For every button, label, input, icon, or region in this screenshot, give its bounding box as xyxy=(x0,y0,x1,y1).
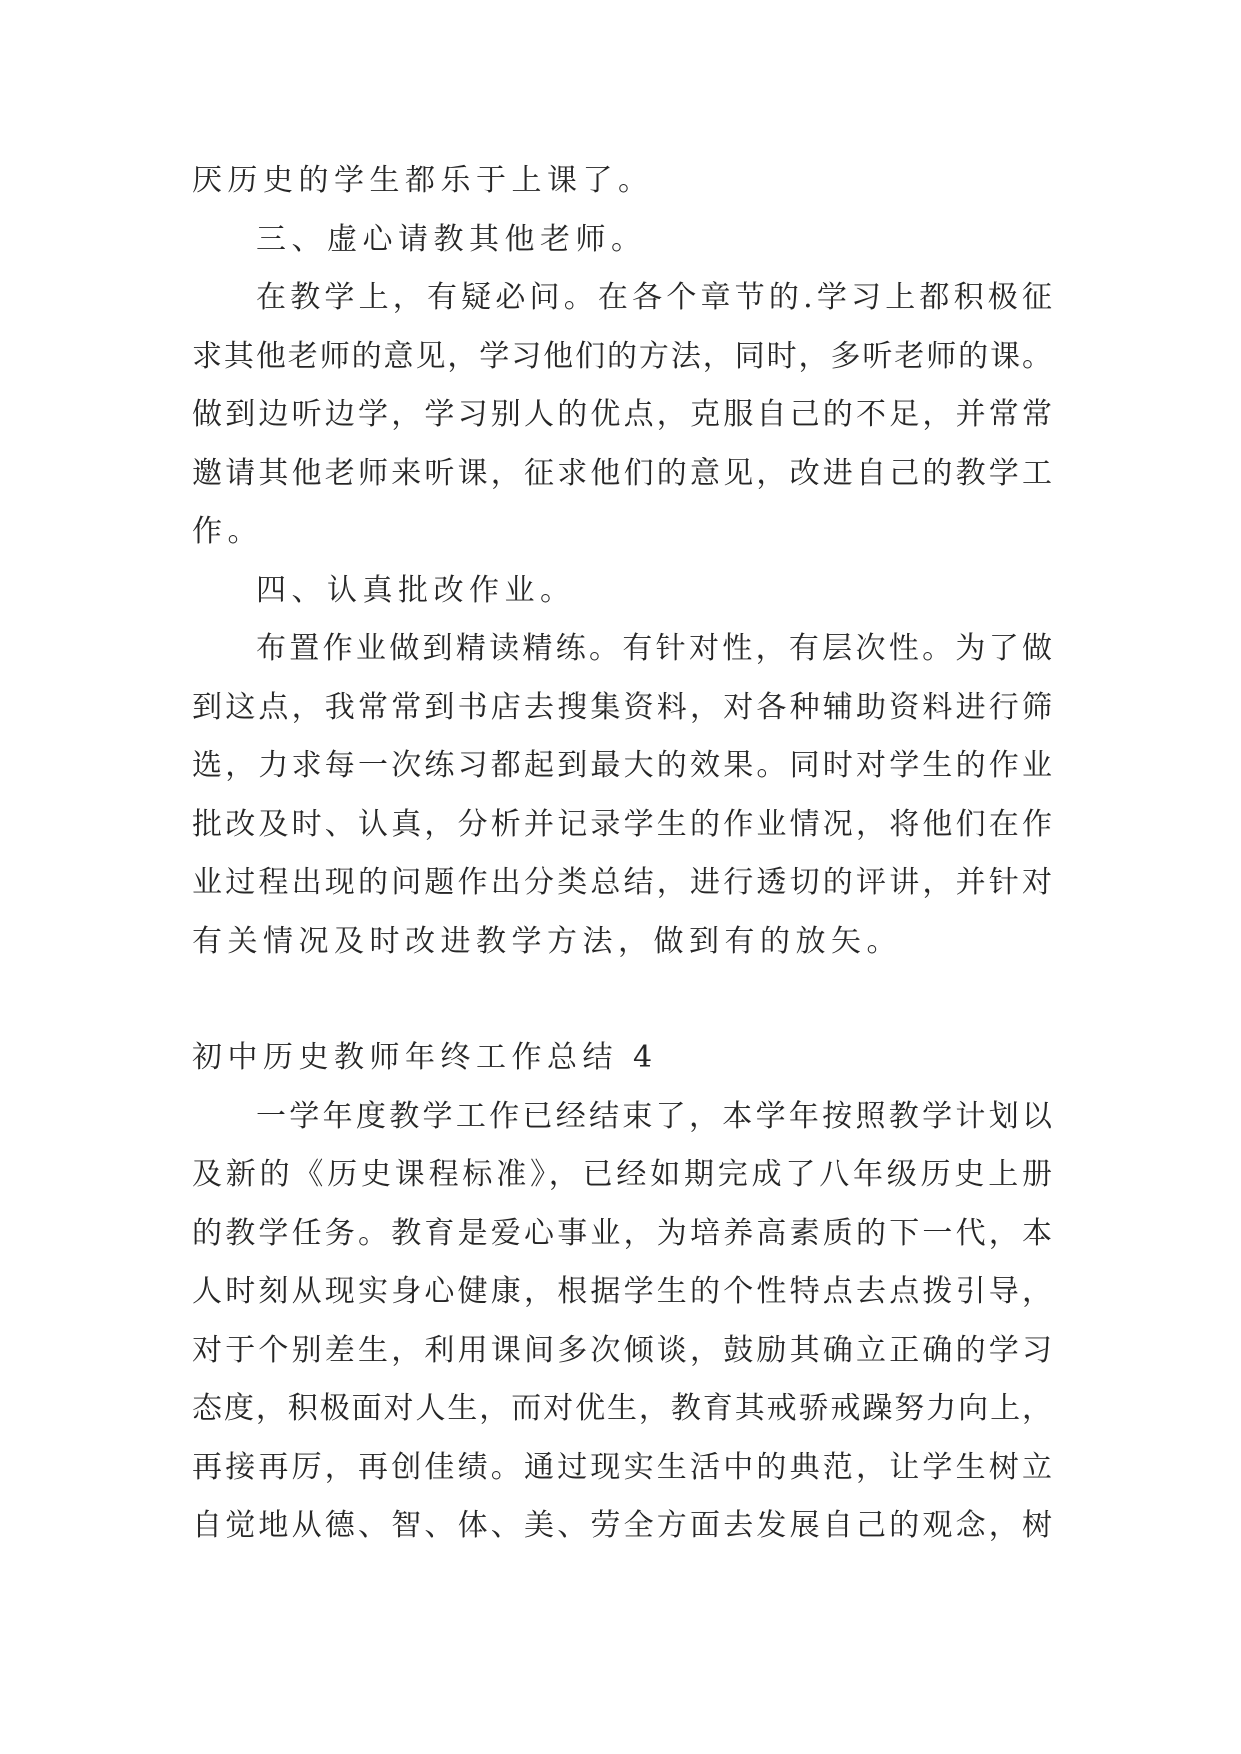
section-spacer xyxy=(192,971,1052,1029)
section-heading: 三、虚心请教其他老师。 xyxy=(256,221,647,257)
paragraph-line: 的教学任务。教育是爱心事业，为培养高素质的下一代，本 xyxy=(192,1215,1052,1251)
article-title: 初中历史教师年终工作总结 4 xyxy=(192,1040,658,1075)
paragraph-line: 业过程出现的问题作出分类总结，进行透切的评讲，并针对 xyxy=(192,865,1052,900)
paragraph-line: 有关情况及时改进教学方法，做到有的放矢。 xyxy=(192,923,902,959)
paragraph-line: 选，力求每一次练习都起到最大的效果。同时对学生的作业 xyxy=(192,748,1052,783)
paragraph-line: 及新的《历史课程标准》，已经如期完成了八年级历史上册 xyxy=(192,1157,1052,1192)
document-body xyxy=(192,152,1052,1556)
paragraph-line: 布置作业做到精读精练。有针对性，有层次性。为了做 xyxy=(256,631,1052,666)
paragraph-line: 到这点，我常常到书店去搜集资料，对各种辅助资料进行筛 xyxy=(192,689,1052,725)
section-heading: 四、认真批改作业。 xyxy=(256,572,576,608)
paragraph-line: 做到边听边学，学习别人的优点，克服自己的不足，并常常 xyxy=(192,397,1052,432)
paragraph-line: 作。 xyxy=(192,514,263,549)
paragraph-line: 对于个别差生，利用课间多次倾谈，鼓励其确立正确的学习 xyxy=(192,1332,1052,1368)
paragraph-line: 再接再厉，再创佳绩。通过现实生活中的典范，让学生树立 xyxy=(192,1449,1052,1485)
paragraph-line: 邀请其他老师来听课，征求他们的意见，改进自己的教学工 xyxy=(192,455,1052,491)
paragraph-line: 人时刻从现实身心健康，根据学生的个性特点去点拨引导， xyxy=(192,1274,1052,1309)
paragraph-line: 厌历史的学生都乐于上课了。 xyxy=(192,163,654,198)
paragraph-line: 自觉地从德、智、体、美、劳全方面去发展自己的观念，树 xyxy=(192,1508,1052,1543)
paragraph-line: 求其他老师的意见，学习他们的方法，同时，多听老师的课。 xyxy=(192,338,1052,374)
paragraph-line: 在教学上，有疑必问。在各个章节的.学习上都积极征 xyxy=(256,280,1052,315)
paragraph-line: 态度，积极面对人生，而对优生，教育其戒骄戒躁努力向上， xyxy=(192,1391,1052,1426)
paragraph-line: 批改及时、认真，分析并记录学生的作业情况，将他们在作 xyxy=(192,806,1052,842)
paragraph-line: 一学年度教学工作已经结束了，本学年按照教学计划以 xyxy=(256,1098,1052,1134)
